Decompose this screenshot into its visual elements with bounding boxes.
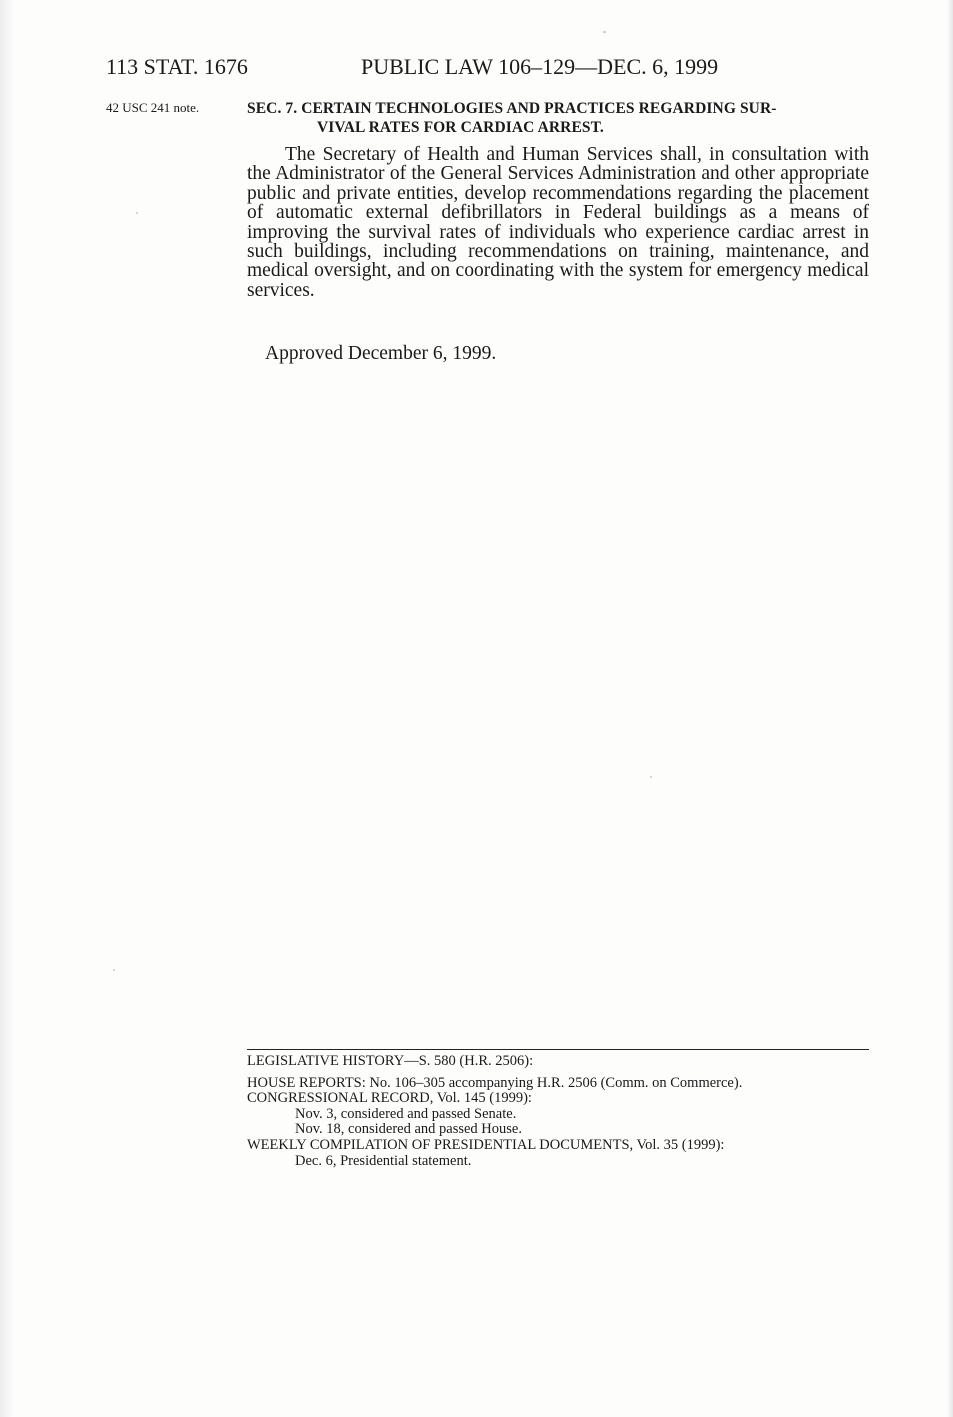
record-item-senate: Nov. 3, considered and passed Senate. bbox=[295, 1105, 517, 1122]
approval-date: Approved December 6, 1999. bbox=[265, 343, 497, 364]
weekly-compilation-line: WEEKLY COMPILATION OF PRESIDENTIAL DOCUMENTS, Vol. 35 (1999): bbox=[247, 1136, 725, 1153]
scan-speck bbox=[650, 776, 652, 778]
statute-page-number: 113 STAT. 1676 bbox=[106, 54, 248, 79]
page-left-edge-shadow bbox=[0, 0, 14, 1417]
legislative-history bbox=[247, 1049, 869, 1169]
public-law-citation: PUBLIC LAW 106–129—DEC. 6, 1999 bbox=[361, 54, 719, 79]
congressional-record-line: CONGRESSIONAL RECORD, Vol. 145 (1999): bbox=[247, 1090, 532, 1107]
legislative-history-title: LEGISLATIVE HISTORY—S. 580 (H.R. 2506): bbox=[247, 1053, 534, 1069]
scan-speck bbox=[136, 212, 138, 214]
record-item-house: Nov. 18, considered and passed House. bbox=[295, 1121, 522, 1138]
page-right-edge-shadow bbox=[947, 0, 953, 1417]
section-body-text: The Secretary of Health and Human Services shall, in consultation with the Administrator of the General Services Administration and other appropriate public and private entities, develop recommendations regarding the placement of automatic external defibrillators in Federal buildings as a means of improving the survival rates of individuals who experience cardiac arrest in such buildings, including recommendations on training, maintenance, and medical oversight, and on coordinating with the system for emergency medical services. bbox=[247, 144, 869, 301]
section-heading-line-1: SEC. 7. CERTAIN TECHNOLOGIES AND PRACTICES REGARDING SUR- bbox=[247, 100, 777, 117]
weekly-item-statement: Dec. 6, Presidential statement. bbox=[295, 1152, 472, 1169]
scan-speck bbox=[603, 31, 606, 33]
section-heading bbox=[247, 99, 869, 137]
house-reports-line: HOUSE REPORTS: No. 106–305 accompanying H.R. 2506 (Comm. on Commerce). bbox=[247, 1074, 743, 1091]
section-heading-line-2: VIVAL RATES FOR CARDIAC ARREST. bbox=[317, 119, 604, 136]
scan-speck bbox=[113, 969, 115, 971]
margin-note: 42 USC 241 note. bbox=[106, 100, 200, 115]
